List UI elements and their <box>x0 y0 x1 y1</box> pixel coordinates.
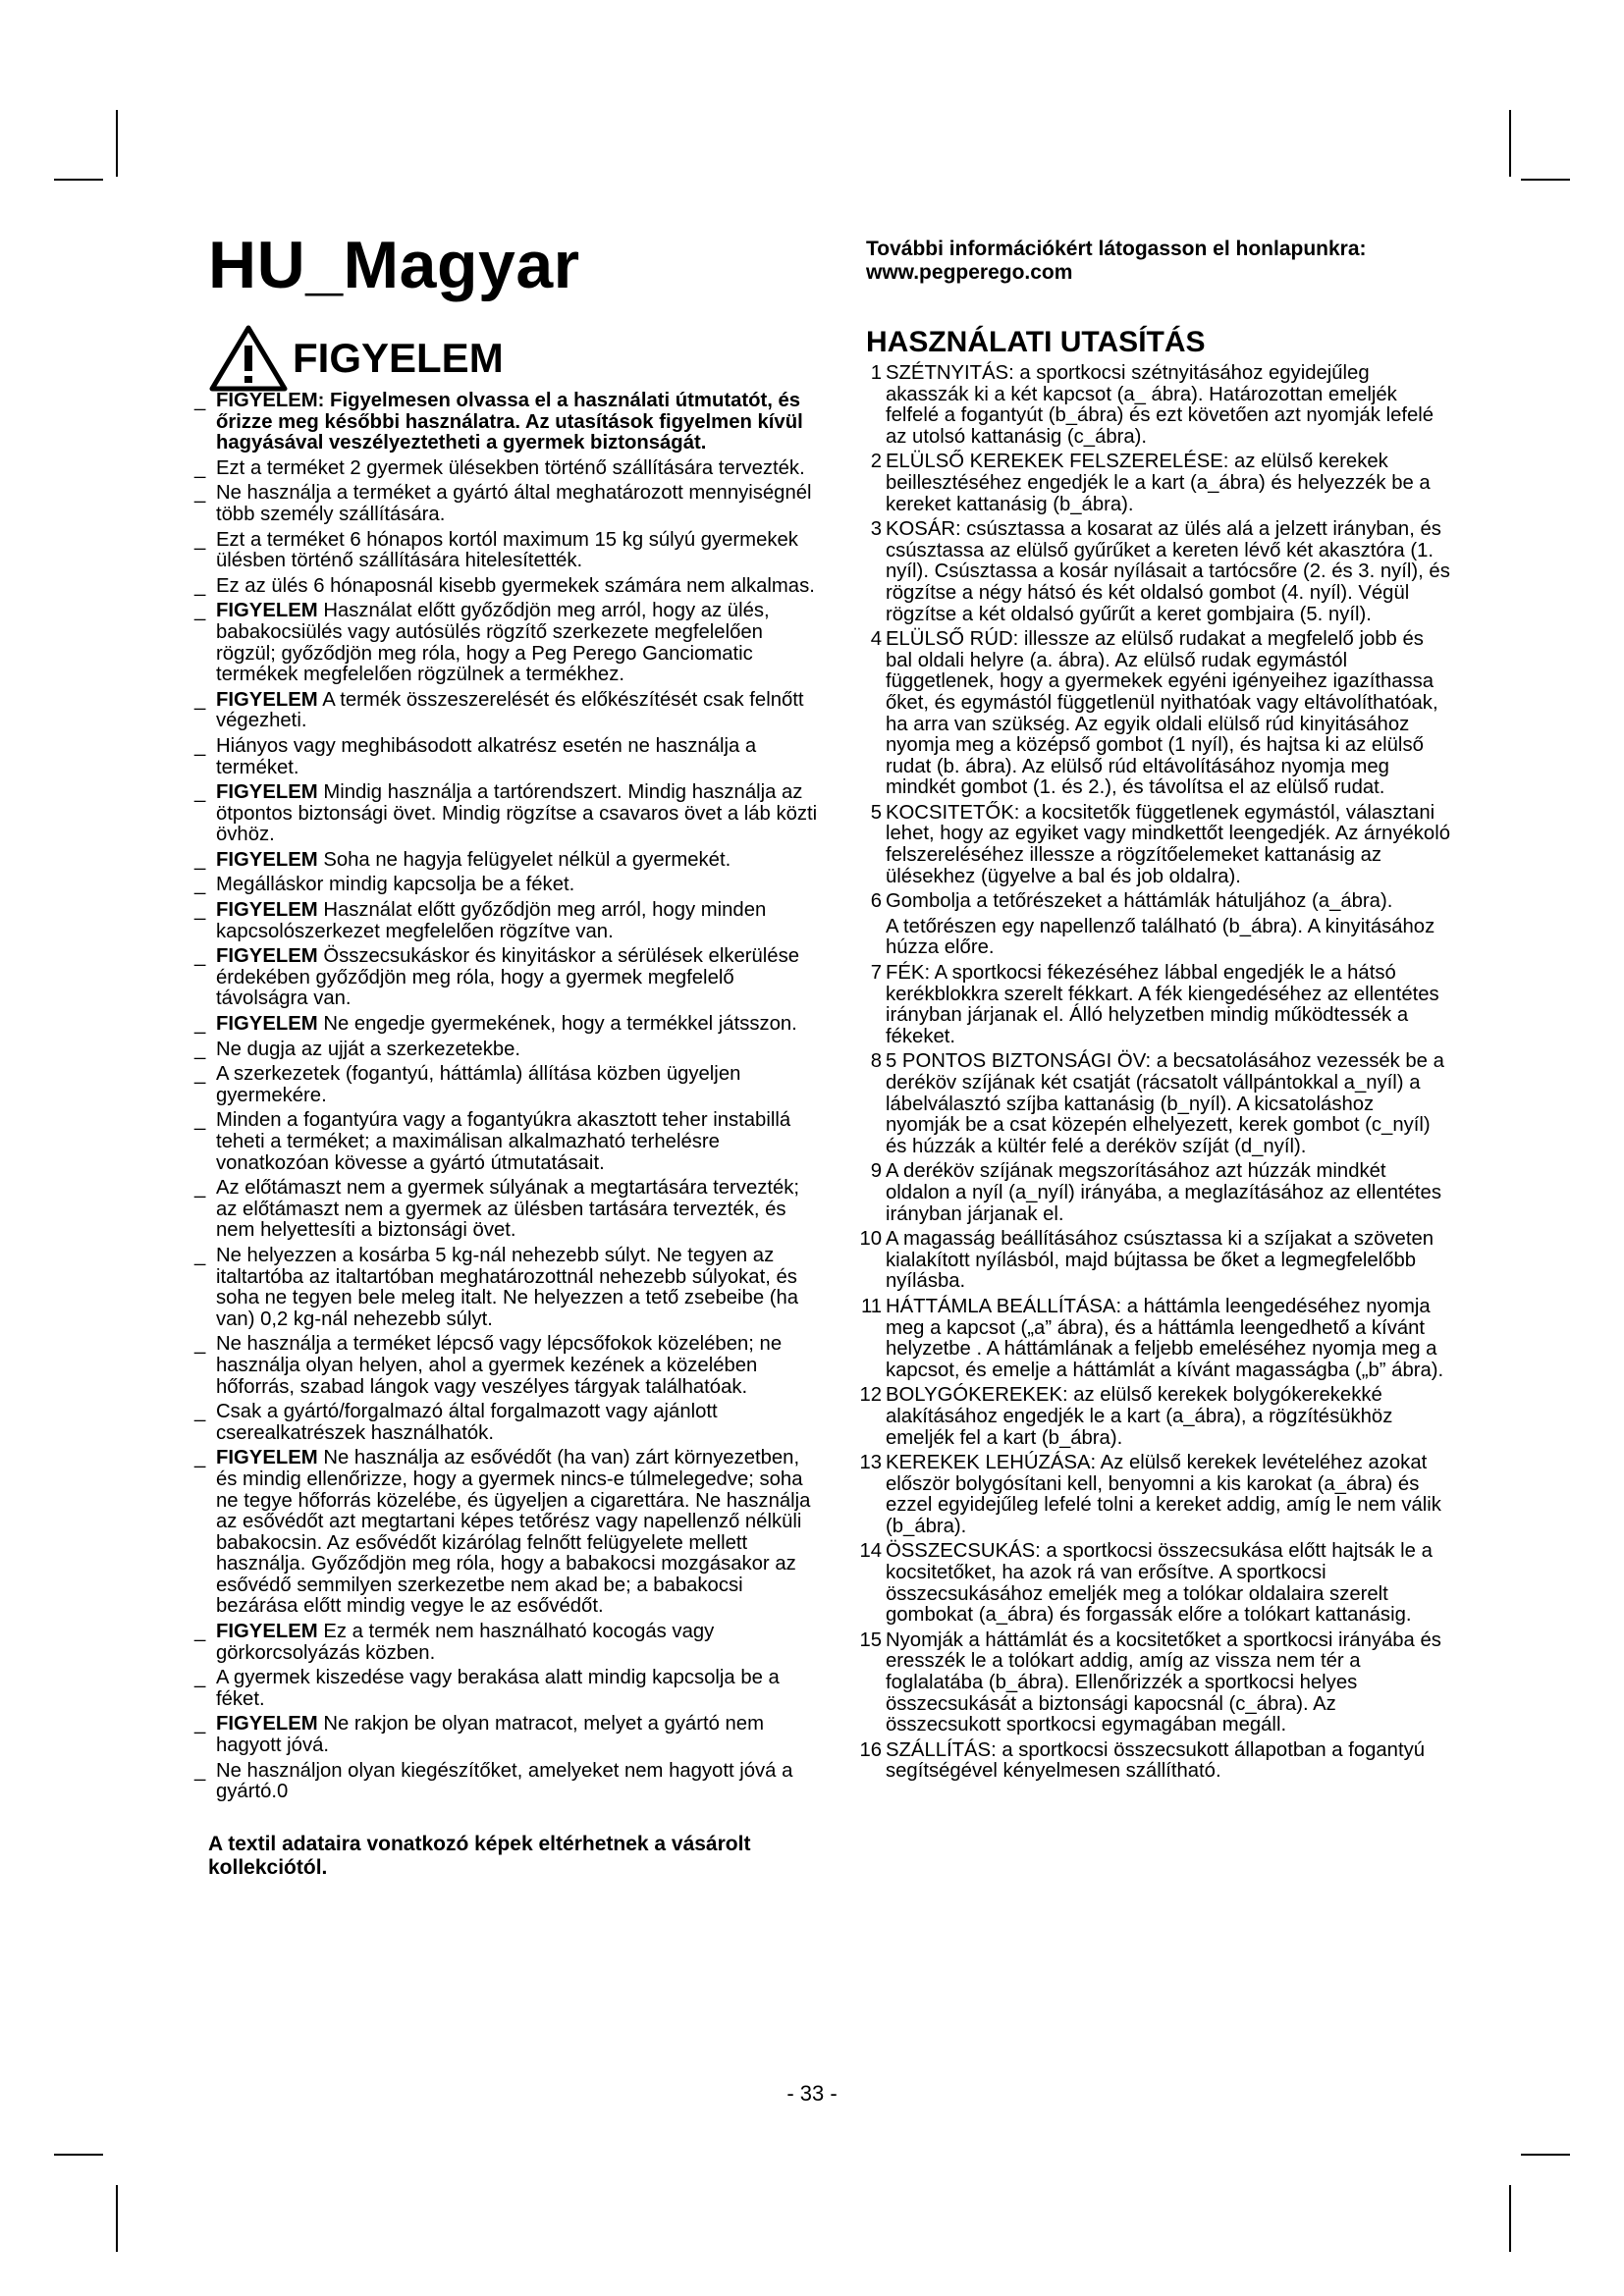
bullet-dash: _ <box>194 688 206 711</box>
warning-list <box>194 458 823 1803</box>
warning-item <box>194 1714 823 1756</box>
warning-text: Mindig használja a tartórendszert. Mindig használja az ötpontos biztonsági övet. Mindig rögzítse a csavaros övet a láb közti övhöz. <box>216 781 818 846</box>
bullet-dash: _ <box>194 390 206 411</box>
warning-heading <box>208 324 504 393</box>
warning-item-text <box>216 1014 823 1036</box>
bullet-dash: _ <box>194 1713 206 1735</box>
bullet-dash: _ <box>194 1401 206 1423</box>
warning-item <box>194 1402 823 1444</box>
warning-item-text <box>216 1178 823 1242</box>
usage-item <box>844 917 1453 959</box>
warning-text: Minden a fogantyúra vagy a fogantyúkra akasztott teher instabillá teheti a terméket; a maximálisan alkalmazható terhelésre vonatkozóan kövesse a gyártó útmutatásait. <box>216 1109 791 1174</box>
usage-item-number: 1 <box>870 362 882 384</box>
usage-item-number: 5 <box>870 801 882 824</box>
warning-item-text <box>216 946 823 1010</box>
usage-item-number: 3 <box>870 518 882 541</box>
warning-item-text <box>216 576 823 598</box>
warning-item-text <box>216 530 823 572</box>
warning-item-text <box>216 1622 823 1664</box>
usage-item-text: ÖSSZECSUKÁS: a sportkocsi összecsukása előtt hajtsák le a kocsitetőket, ha azok rá van erősítve. A sportkocsi összecsukásához emeljék meg a tolókar oldalaira szerelt gombokat (a_ábra) és forgassák előre a tolókart kattanásig. <box>886 1540 1433 1627</box>
warning-text: Hiányos vagy meghibásodott alkatrész esetén ne használja a terméket. <box>216 734 757 778</box>
usage-item <box>844 1541 1453 1626</box>
warning-item <box>194 1110 823 1174</box>
usage-item-text: ELÜLSŐ RÚD: illessze az elülső rudakat a megfelelő jobb és bal oldali helyre (a. ábra). Az elülső rudak egymástól függetlenek, hogy a gyermekek egyéni igényeihez igazíthassa őket, és egymástól függetlenül nyithatóak vagy eltávolíthatóak, ha arra van szükség. Az egyik oldali elülső rúd kinyitásához nyomja meg a középső gombot (1 nyíl), és hajtsa ki az elülső rudat (b. ábra). Az elülső rúd eltávolításához nyomja meg mindkét gombot (1. és 2.), és távolítsa el az elülső rudat. <box>886 628 1438 799</box>
warning-item <box>194 850 823 872</box>
warning-label: FIGYELEM <box>216 600 318 622</box>
warning-label: FIGYELEM <box>216 899 318 922</box>
usage-item <box>844 519 1453 625</box>
warning-text: Használat előtt győződjön meg arról, hogy az ülés, babakocsiülés vagy autósülés rögzítő szerkezete megfelelően rögzül; győződjön meg róla, hogy a Peg Perego Ganciomatic termékek megfelelően rögzülnek a termékhez. <box>216 600 770 686</box>
bullet-dash: _ <box>194 528 206 551</box>
warning-item <box>194 875 823 896</box>
warning-text: Ne használja a terméket lépcső vagy lépcsőfokok közelében; ne használja olyan helyen, ahol a gyermek kezének a közelében hőforrás, szabad lángok vagy veszélyes tárgyak találhatóak. <box>216 1333 783 1398</box>
warning-intro-text: FIGYELEM: Figyelmesen olvassa el a használati útmutatót, és őrizze meg későbbi használatra. Az utasítások figyelmen kívül hagyásával veszélyeztetheti a gyermek biztonságát. <box>216 390 803 454</box>
warning-text: Soha ne hagyja felügyelet nélkül a gyermekét. <box>323 848 731 871</box>
warnings-column <box>194 391 823 1880</box>
warning-item <box>194 601 823 685</box>
bullet-dash: _ <box>194 1667 206 1689</box>
usage-item-number: 15 <box>859 1629 882 1651</box>
bullet-dash: _ <box>194 600 206 622</box>
crop-mark <box>1521 179 1570 181</box>
warning-item-text <box>216 1448 823 1618</box>
usage-item <box>844 1385 1453 1449</box>
warning-item-text <box>216 1064 823 1106</box>
info-link-text: További információkért látogasson el honlapunkra: www.pegperego.com <box>866 238 1367 284</box>
warning-item-text <box>216 1668 823 1710</box>
warning-item-text <box>216 1714 823 1756</box>
warning-text: Használat előtt győződjön meg arról, hogy minden kapcsolószerkezet megfelelően rögzítve van. <box>216 899 767 942</box>
usage-item <box>844 1051 1453 1157</box>
usage-item-number: 12 <box>859 1384 882 1407</box>
usage-item <box>844 629 1453 799</box>
usage-item-text: FÉK: A sportkocsi fékezéséhez lábbal engedjék le a hátsó kerékblokkra szerelt fékkart. A fék kiengedéséhez az ellentétes irányban járjanak el. Álló helyzetben mindig működtessék a fékeket. <box>886 962 1439 1047</box>
warning-item <box>194 1178 823 1242</box>
usage-item-number: 10 <box>859 1228 882 1251</box>
bullet-dash: _ <box>194 1759 206 1782</box>
usage-item-number: 8 <box>870 1050 882 1073</box>
warning-text: Összecsukáskor és kinyitáskor a sérülések elkerülése érdekében győződjön meg róla, hogy a gyermek megfelelő távolságra van. <box>216 945 800 1010</box>
crop-mark <box>54 2154 103 2156</box>
usage-item-text: HÁTTÁMLA BEÁLLÍTÁSA: a háttámla leengedéséhez nyomja meg a kapcsot („a” ábra), és a háttámla leengedhető a kívánt helyzetbe . A háttámlának a feljebb emeléséhez nyomja meg a kapcsot, és emelje a háttámlát a kívánt magasságba („b” ábra). <box>886 1295 1444 1381</box>
usage-item-number: 7 <box>870 962 882 985</box>
warning-item-text <box>216 483 823 525</box>
warning-text: Ne használja a terméket a gyártó által meghatározott mennyiségnél több személy szállítására. <box>216 482 812 525</box>
warning-text: Ezt a terméket 6 hónapos kortól maximum 15 kg súlyú gyermekek ülésben történő szállítására hitelesítették. <box>216 528 798 572</box>
usage-item-number: 2 <box>870 451 882 473</box>
bullet-dash: _ <box>194 1013 206 1036</box>
warning-text: A szerkezetek (fogantyú, háttámla) állítása közben ügyeljen gyermekére. <box>216 1063 741 1106</box>
usage-item <box>844 363 1453 448</box>
usage-item <box>844 891 1453 913</box>
warning-label: FIGYELEM <box>216 1621 318 1643</box>
warning-item <box>194 1761 823 1803</box>
usage-item-number: 11 <box>860 1295 882 1317</box>
warning-item <box>194 1040 823 1061</box>
warning-text: Ne helyezzen a kosárba 5 kg-nál nehezebb súlyt. Ne tegyen az italtartóba az italtartóban meghatározottnál nehezebb súlyokat, és soha ne tegyen bele meleg italt. Ne helyezzen a tető zsebeibe (ha van) 0,2 kg-nál nehezebb súlyt. <box>216 1244 799 1330</box>
warning-text: Az előtámaszt nem a gyermek súlyának a megtartására tervezték; az előtámaszt nem a gyermek az ülésben tartására tervezték, és nem helyettesíti a biztonsági övet. <box>216 1177 800 1242</box>
bullet-dash: _ <box>194 1038 206 1060</box>
warning-item <box>194 1668 823 1710</box>
bullet-dash: _ <box>194 456 206 479</box>
warning-item-text <box>216 782 823 846</box>
warning-text: Ne használjon olyan kiegészítőket, amelyeket nem hagyott jóvá a gyártó.0 <box>216 1759 793 1803</box>
warning-heading-text: FIGYELEM <box>293 335 504 381</box>
crop-mark <box>116 110 118 177</box>
bullet-dash: _ <box>194 781 206 804</box>
usage-item-text: A deréköv szíjának megszorításához azt húzzák mindkét oldalon a nyíl (a_nyíl) irányába, a meglazításához az ellentétes irányban járjanak el. <box>886 1160 1441 1225</box>
warning-item <box>194 483 823 525</box>
warning-item <box>194 1246 823 1330</box>
usage-item <box>844 1297 1453 1381</box>
warning-item-text <box>216 1334 823 1398</box>
crop-mark <box>1521 2154 1570 2156</box>
warning-text: Ne engedje gyermekének, hogy a termékkel játsszon. <box>323 1013 797 1036</box>
bullet-dash: _ <box>194 874 206 896</box>
warning-item <box>194 1334 823 1398</box>
bullet-dash: _ <box>194 1333 206 1356</box>
warning-text: Ez a termék nem használható kocogás vagy görkorcsolyázás közben. <box>216 1621 715 1664</box>
warning-item-text <box>216 1761 823 1803</box>
warning-item-text <box>216 875 823 896</box>
bullet-dash: _ <box>194 734 206 757</box>
warning-label: FIGYELEM <box>216 945 318 968</box>
warning-item <box>194 1064 823 1106</box>
warning-item-text <box>216 458 823 480</box>
warning-item <box>194 576 823 598</box>
warning-label: FIGYELEM <box>216 848 318 871</box>
usage-item <box>844 963 1453 1047</box>
usage-item <box>844 803 1453 887</box>
usage-item-number: 4 <box>870 628 882 651</box>
crop-mark <box>1509 110 1511 177</box>
usage-item-number: 13 <box>859 1452 882 1474</box>
warning-item-text <box>216 736 823 778</box>
warning-text: Ez az ülés 6 hónaposnál kisebb gyermekek számára nem alkalmas. <box>216 574 815 597</box>
usage-item-number: 9 <box>870 1160 882 1183</box>
usage-item-number: 16 <box>859 1738 882 1761</box>
crop-mark <box>1509 2185 1511 2252</box>
warning-item <box>194 458 823 480</box>
warning-item <box>194 736 823 778</box>
warning-label: FIGYELEM <box>216 781 318 804</box>
instructions-column <box>844 238 1453 1787</box>
usage-item-text: KOCSITETŐK: a kocsitetők függetlenek egymástól, választani lehet, hogy az egyiket vagy mindkettőt leengedjék. Az árnyékoló felszereléséhez illessze a rögzítőelemeket kattanásig az ülésekhez (ügyelve a bal és job oldalra). <box>886 801 1450 887</box>
usage-item <box>844 452 1453 515</box>
usage-item <box>844 1630 1453 1736</box>
warning-label: FIGYELEM <box>216 688 318 711</box>
usage-item-number: 6 <box>870 890 882 913</box>
usage-item-number: 14 <box>859 1540 882 1563</box>
page-number: - 33 - <box>786 2081 838 2106</box>
usage-item-text: A tetőrészen egy napellenző található (b_ábra). A kinyitásához húzza előre. <box>886 915 1435 959</box>
warning-text: Megálláskor mindig kapcsolja be a féket. <box>216 874 575 896</box>
warning-label: FIGYELEM <box>216 1713 318 1735</box>
warning-label: FIGYELEM <box>216 1013 318 1036</box>
usage-item <box>844 1229 1453 1293</box>
warning-item <box>194 946 823 1010</box>
bullet-dash: _ <box>194 1244 206 1266</box>
warning-text: Ne használja az esővédőt (ha van) zárt környezetben, és mindig ellenőrizze, hogy a gyermek nincs-e túlmelegedve; soha ne tegye hőforrás közelébe, és ügyeljen a cigarettára. Ne használja az esővédőt azt megtartani képes tetőrész vagy napellenző nélküli babakocsin. Az esővédőt kizárólag felnőtt felügyelete mellett használja. Győződjön meg róla, hogy a babakocsi mozgásakor az esővédő semmilyen szerkezetbe nem akad be; a babakocsi bezárása előtt mindig vegye le az esővédőt. <box>216 1447 811 1618</box>
warning-item-text <box>216 1110 823 1174</box>
warning-item-text <box>216 1246 823 1330</box>
warning-text: Csak a gyártó/forgalmazó által forgalmazott vagy ajánlott cserealkatrészek használhatók. <box>216 1401 718 1444</box>
bullet-dash: _ <box>194 1621 206 1643</box>
usage-item-text: SZÁLLÍTÁS: a sportkocsi összecsukott állapotban a fogantyú segítségével kényelmesen szállítható. <box>886 1738 1426 1783</box>
warning-text: A termék összeszerelését és előkészítését csak felnőtt végezheti. <box>216 688 804 732</box>
crop-mark <box>116 2185 118 2252</box>
warning-text: Ezt a terméket 2 gyermek ülésekben történő szállítására tervezték. <box>216 456 805 479</box>
warning-item <box>194 782 823 846</box>
warning-item-text <box>216 900 823 942</box>
usage-item-text: A magasság beállításához csúsztassa ki a szíjakat a szöveten kialakított nyílásból, majd bújtassa be őket a legmegfelelőbb nyílásba. <box>886 1228 1435 1293</box>
warning-text: Ne dugja az ujját a szerkezetekbe. <box>216 1038 521 1060</box>
usage-item-text: Nyomják a háttámlát és a kocsitetőket a sportkocsi irányába és eresszék le a tolókart addig, amíg az vissza nem tér a foglalatába (b_ábra). Ellenőrizzék a sportkocsi helyes összecsukását a biztonsági kapocsnál (c_ábra). Az összecsukott sportkocsi egymagában megáll. <box>886 1629 1441 1736</box>
usage-item-text: KOSÁR: csúsztassa a kosarat az ülés alá a jelzett irányban, és csúsztassa az elülső gyűrűket a kereten lévő két akasztóra (1. nyíl). Csúsztassa a kosár nyílásait a tartócsőre (2. és 3. nyíl), és rögzítse a négy hátsó és két oldalsó gombot (4. nyíl). Végül rögzítse a két oldalsó gyűrűt a keret gombjaira (5. nyíl). <box>886 518 1450 625</box>
usage-item-text: Gombolja a tetőrészeket a háttámlák hátuljához (a_ábra). <box>886 890 1393 913</box>
usage-list <box>844 363 1453 1783</box>
warning-item-text <box>216 1040 823 1061</box>
usage-item-text: 5 PONTOS BIZTONSÁGI ÖV: a becsatolásához vezessék be a deréköv szíjának két csatját (rácsatolt vállpántokkal a_nyíl) a lábelválasztó szíjba kattanásig (b_nyíl). A kicsatoláshoz nyomják be a csat közepén elhelyezett, kerek gombot (c_nyíl) és húzzák a kültér felé a deréköv szíját (d_nyíl). <box>886 1050 1444 1157</box>
warning-label: FIGYELEM <box>216 1447 318 1469</box>
warning-item <box>194 690 823 732</box>
warning-item <box>194 1622 823 1664</box>
bullet-dash: _ <box>194 574 206 597</box>
page-title: HU_Magyar <box>208 228 580 302</box>
bullet-dash: _ <box>194 1177 206 1200</box>
warning-item-text <box>216 850 823 872</box>
warning-item-text <box>216 690 823 732</box>
bullet-dash: _ <box>194 899 206 922</box>
warning-text: A gyermek kiszedése vagy berakása alatt mindig kapcsolja be a féket. <box>216 1667 780 1710</box>
bullet-dash: _ <box>194 1063 206 1086</box>
usage-item <box>844 1453 1453 1537</box>
warning-item <box>194 900 823 942</box>
bullet-dash: _ <box>194 482 206 505</box>
usage-item-text: SZÉTNYITÁS: a sportkocsi szétnyitásához egyidejűleg akasszák ki a két kapcsot (a_ ábra). Határozottan emeljék felfelé a fogantyút (b_ábra) és ezt követően azt nyomják lefelé az utolsó kattanásig (c_ábra). <box>886 362 1435 448</box>
usage-title: HASZNÁLATI UTASÍTÁS <box>866 326 1206 358</box>
warning-item <box>194 530 823 572</box>
bullet-dash: _ <box>194 1109 206 1132</box>
usage-item-text: ELÜLSŐ KEREKEK FELSZERELÉSE: az elülső kerekek beillesztéséhez engedjék le a kart (a_ábra) és helyezzék be a kereket kattanásig (b_ábra). <box>886 451 1431 515</box>
crop-mark <box>54 179 103 181</box>
warning-text: Ne rakjon be olyan matracot, melyet a gyártó nem hagyott jóvá. <box>216 1713 764 1757</box>
bullet-dash: _ <box>194 1447 206 1469</box>
warning-item-text <box>216 601 823 685</box>
warning-item <box>194 1448 823 1618</box>
usage-item-text: BOLYGÓKEREKEK: az elülső kerekek bolygókerekekké alakításához engedjék le a kart (a_ábra), a rögzítésükhöz emeljék fel a kart (b_ábra). <box>886 1384 1393 1449</box>
bullet-dash: _ <box>194 848 206 871</box>
warning-item-text <box>216 1402 823 1444</box>
warning-intro <box>194 391 823 454</box>
usage-item-text: KEREKEK LEHÚZÁSA: Az elülső kerekek levételéhez azokat először bolygósítani kell, benyomni a kis karokat (a_ábra) és ezzel egyidejűleg lefelé tolni a kereket addig, amíg le nem válik (b_ábra). <box>886 1452 1441 1537</box>
bullet-dash: _ <box>194 945 206 968</box>
usage-item <box>844 1740 1453 1783</box>
warning-triangle-icon <box>208 324 289 393</box>
textile-note: A textil adataira vonatkozó képek eltérhetnek a vásárolt kollekciótól. <box>208 1832 751 1879</box>
warning-item <box>194 1014 823 1036</box>
usage-item <box>844 1161 1453 1225</box>
